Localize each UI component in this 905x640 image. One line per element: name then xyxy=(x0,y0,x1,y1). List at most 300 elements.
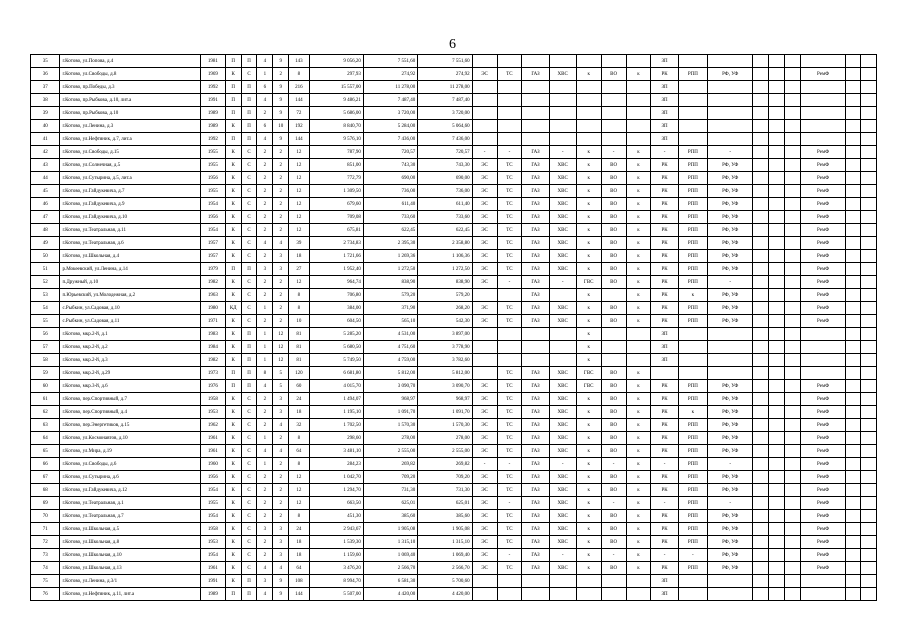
table-cell: ТС xyxy=(497,211,522,224)
table-cell: 11 278,00 xyxy=(418,81,472,94)
table-cell: К xyxy=(225,419,241,432)
table-cell xyxy=(753,120,769,133)
table-cell: 1 315,10 xyxy=(418,536,472,549)
table-cell: ГАЗ xyxy=(522,562,549,575)
table-cell xyxy=(753,263,769,276)
table-cell xyxy=(769,380,785,393)
table-cell xyxy=(860,562,876,575)
table-cell: ЭС xyxy=(472,315,497,328)
row-number-cell: 42 xyxy=(31,146,60,159)
table-cell xyxy=(626,81,651,94)
table-cell xyxy=(846,354,861,367)
table-cell: 1 905,08 xyxy=(418,523,472,536)
table-cell xyxy=(769,510,785,523)
table-cell: ЗП xyxy=(651,341,678,354)
table-cell: 622,45 xyxy=(418,224,472,237)
table-cell: К xyxy=(225,484,241,497)
address-cell: г.Котово, ул.Школьная, д.8 xyxy=(60,536,200,549)
table-cell: к xyxy=(576,211,601,224)
table-cell: ХВС xyxy=(549,159,576,172)
table-cell xyxy=(800,588,845,601)
table-cell: ГАЗ xyxy=(522,380,549,393)
table-cell: - xyxy=(708,497,753,510)
table-cell: 2 xyxy=(257,406,273,419)
table-cell xyxy=(846,458,861,471)
table-cell: РК xyxy=(651,185,678,198)
table-cell: РФ, УФ xyxy=(708,432,753,445)
table-cell xyxy=(860,367,876,380)
table-cell: 1989 xyxy=(200,120,225,133)
table-cell: к xyxy=(626,510,651,523)
table-row xyxy=(31,263,877,276)
table-cell: к xyxy=(576,172,601,185)
page-number: 6 xyxy=(449,37,456,52)
table-cell xyxy=(497,575,522,588)
table-cell: 1961 xyxy=(200,562,225,575)
table-cell: 8 xyxy=(289,68,309,81)
table-cell: 12 xyxy=(289,471,309,484)
table-cell xyxy=(800,367,845,380)
table-cell: РПП xyxy=(678,211,707,224)
table-cell: 1 294,70 xyxy=(309,484,363,497)
table-cell: РФ, УФ xyxy=(708,406,753,419)
table-cell: - xyxy=(497,276,522,289)
table-cell xyxy=(769,328,785,341)
table-cell xyxy=(549,94,576,107)
table-cell xyxy=(601,341,626,354)
table-cell: ГАЗ xyxy=(522,367,549,380)
table-cell xyxy=(549,289,576,302)
table-cell xyxy=(769,68,785,81)
table-cell xyxy=(846,263,861,276)
table-cell: - xyxy=(708,276,753,289)
table-cell: - xyxy=(549,276,576,289)
table-cell xyxy=(753,575,769,588)
table-cell: РПП xyxy=(678,185,707,198)
table-cell: РФ, УФ xyxy=(708,484,753,497)
table-cell: ГВС xyxy=(576,367,601,380)
address-cell: г.Котово, ул.Попова, д.4 xyxy=(60,55,200,68)
table-cell xyxy=(522,341,549,354)
table-cell: 2 395,30 xyxy=(363,237,417,250)
table-cell: РК xyxy=(651,237,678,250)
table-cell: ЭС xyxy=(472,198,497,211)
table-cell: РемФ xyxy=(800,536,845,549)
table-cell: РемФ xyxy=(800,224,845,237)
table-cell: ЭС xyxy=(472,185,497,198)
table-cell: ТС xyxy=(497,172,522,185)
table-cell: С xyxy=(241,224,257,237)
table-cell xyxy=(785,250,801,263)
table-cell xyxy=(576,133,601,146)
table-cell: 1 702,50 xyxy=(309,419,363,432)
table-cell: ЭС xyxy=(472,68,497,81)
table-cell xyxy=(846,510,861,523)
row-number-cell: 56 xyxy=(31,328,60,341)
table-cell xyxy=(522,133,549,146)
table-cell: 278,00 xyxy=(363,432,417,445)
table-cell xyxy=(846,302,861,315)
table-cell: ТС xyxy=(497,510,522,523)
table-cell xyxy=(846,237,861,250)
table-cell: РемФ xyxy=(800,289,845,302)
table-cell: ТС xyxy=(497,523,522,536)
table-cell: 371,90 xyxy=(363,302,417,315)
row-number-cell: 61 xyxy=(31,393,60,406)
table-cell: РПП xyxy=(678,445,707,458)
table-cell: ЭС xyxy=(472,250,497,263)
table-cell: П xyxy=(241,380,257,393)
table-cell xyxy=(846,198,861,211)
table-cell xyxy=(497,94,522,107)
table-cell: 144 xyxy=(289,133,309,146)
table-cell: 2 xyxy=(273,172,289,185)
table-cell: ХВС xyxy=(549,536,576,549)
table-row xyxy=(31,94,877,107)
table-cell: 12 xyxy=(273,341,289,354)
table-cell xyxy=(769,354,785,367)
table-cell: 1 159,60 xyxy=(309,549,363,562)
table-cell: к xyxy=(626,263,651,276)
table-cell xyxy=(708,94,753,107)
table-cell: ТС xyxy=(497,393,522,406)
table-cell: 9 056,20 xyxy=(309,55,363,68)
table-cell: ТС xyxy=(497,536,522,549)
table-cell: 451,30 xyxy=(309,510,363,523)
table-cell xyxy=(753,94,769,107)
table-cell: ТС xyxy=(497,185,522,198)
table-cell xyxy=(860,55,876,68)
table-cell xyxy=(769,393,785,406)
table-cell: 384,00 xyxy=(309,302,363,315)
address-cell: п.Юрьевский, ул.Молодежная, д.2 xyxy=(60,289,200,302)
row-number-cell: 71 xyxy=(31,523,60,536)
table-cell: К xyxy=(225,237,241,250)
table-row xyxy=(31,211,877,224)
table-cell: 6 681,80 xyxy=(309,367,363,380)
table-cell: ГАЗ xyxy=(522,484,549,497)
table-cell xyxy=(785,55,801,68)
table-cell: ЭС xyxy=(472,224,497,237)
table-cell: 2 xyxy=(257,497,273,510)
table-cell xyxy=(549,81,576,94)
table-cell xyxy=(769,458,785,471)
table-cell: ЗП xyxy=(651,133,678,146)
table-cell: к xyxy=(576,146,601,159)
table-cell xyxy=(785,276,801,289)
table-cell: ГАЗ xyxy=(522,289,549,302)
table-cell: 3 xyxy=(273,536,289,549)
table-cell: 733,60 xyxy=(418,211,472,224)
table-cell xyxy=(785,315,801,328)
table-cell: 3 xyxy=(273,406,289,419)
table-cell: 968,97 xyxy=(418,393,472,406)
table-cell: 12 xyxy=(289,484,309,497)
row-number-cell: 73 xyxy=(31,549,60,562)
table-cell: РК xyxy=(651,211,678,224)
table-cell xyxy=(753,562,769,575)
address-cell: г.Котово, мкр.2-й, д.1 xyxy=(60,328,200,341)
table-cell: ЗП xyxy=(651,107,678,120)
table-cell xyxy=(753,250,769,263)
table-cell: к xyxy=(576,159,601,172)
table-cell: РК xyxy=(651,406,678,419)
address-cell: г.Котово, ул.Сутырина, д.6 xyxy=(60,471,200,484)
table-cell xyxy=(846,94,861,107)
table-cell: 1961 xyxy=(200,445,225,458)
table-cell: к xyxy=(576,458,601,471)
table-cell: РПП xyxy=(678,458,707,471)
row-number-cell: 40 xyxy=(31,120,60,133)
table-cell: 143 xyxy=(289,55,309,68)
table-cell: ВО xyxy=(601,445,626,458)
table-cell xyxy=(860,263,876,276)
table-cell: РемФ xyxy=(800,250,845,263)
address-cell: г.Котово, пр.Рыбкова, д.10 xyxy=(60,107,200,120)
table-cell: 4 xyxy=(257,445,273,458)
table-cell: ТС xyxy=(497,224,522,237)
table-cell: 27 xyxy=(289,263,309,276)
table-cell: ЭС xyxy=(472,523,497,536)
table-cell: РФ, УФ xyxy=(708,172,753,185)
table-cell xyxy=(497,354,522,367)
table-cell: РемФ xyxy=(800,406,845,419)
table-cell: ХВС xyxy=(549,510,576,523)
table-cell xyxy=(678,341,707,354)
table-cell: ВО xyxy=(601,302,626,315)
table-cell: 3 481,10 xyxy=(309,445,363,458)
table-cell: 4 xyxy=(273,562,289,575)
table-cell: РК xyxy=(651,562,678,575)
table-cell: 18 xyxy=(289,536,309,549)
table-cell: ГАЗ xyxy=(522,276,549,289)
table-cell xyxy=(785,380,801,393)
table-cell: РФ, УФ xyxy=(708,419,753,432)
table-cell: к xyxy=(576,289,601,302)
table-row xyxy=(31,68,877,81)
table-row xyxy=(31,224,877,237)
table-cell xyxy=(472,354,497,367)
table-cell: 1958 xyxy=(200,393,225,406)
table-cell: 5 680,50 xyxy=(309,341,363,354)
table-cell xyxy=(472,107,497,120)
table-cell: РФ, УФ xyxy=(708,289,753,302)
table-cell: 706,80 xyxy=(309,289,363,302)
address-cell: г.Котово, ул.Солнечная, д.5 xyxy=(60,159,200,172)
table-cell: 3 720,00 xyxy=(363,107,417,120)
table-cell xyxy=(601,133,626,146)
table-cell: П xyxy=(241,588,257,601)
table-row xyxy=(31,471,877,484)
table-cell: ХВС xyxy=(549,471,576,484)
table-cell: РПП xyxy=(678,432,707,445)
table-cell: ВО xyxy=(601,68,626,81)
table-cell xyxy=(769,575,785,588)
table-cell: П xyxy=(225,107,241,120)
table-cell: ХВС xyxy=(549,302,576,315)
table-cell: 269,82 xyxy=(418,458,472,471)
table-cell: П xyxy=(225,81,241,94)
row-number-cell: 44 xyxy=(31,172,60,185)
table-cell: ТС xyxy=(497,406,522,419)
table-cell: 2 xyxy=(273,289,289,302)
table-cell: - xyxy=(651,497,678,510)
table-cell: 1955 xyxy=(200,185,225,198)
table-cell: К xyxy=(225,198,241,211)
table-cell: ЭС xyxy=(472,471,497,484)
table-cell xyxy=(846,81,861,94)
table-cell: К xyxy=(225,341,241,354)
table-cell: ГАЗ xyxy=(522,224,549,237)
table-cell: 7 487,40 xyxy=(418,94,472,107)
table-cell xyxy=(846,185,861,198)
table-cell: 709,08 xyxy=(309,211,363,224)
table-cell: 1982 xyxy=(200,354,225,367)
table-cell: РФ, УФ xyxy=(708,445,753,458)
table-cell: 3 778,90 xyxy=(418,341,472,354)
table-cell: К xyxy=(225,224,241,237)
table-cell: 622,45 xyxy=(363,224,417,237)
table-row xyxy=(31,81,877,94)
table-cell: к xyxy=(626,289,651,302)
table-cell xyxy=(785,549,801,562)
table-cell xyxy=(753,276,769,289)
table-cell xyxy=(860,471,876,484)
table-cell xyxy=(860,237,876,250)
table-cell: к xyxy=(626,471,651,484)
table-cell: к xyxy=(626,198,651,211)
table-cell: ХВС xyxy=(549,393,576,406)
row-number-cell: 39 xyxy=(31,107,60,120)
table-cell: 4 xyxy=(257,55,273,68)
table-cell: П xyxy=(225,367,241,380)
table-cell: ВО xyxy=(601,484,626,497)
table-cell: 1 106,36 xyxy=(418,250,472,263)
table-cell: 192 xyxy=(289,120,309,133)
table-cell: ГАЗ xyxy=(522,497,549,510)
table-row xyxy=(31,497,877,510)
address-cell: г.Котово, мкр.3-й, д.6 xyxy=(60,380,200,393)
table-cell xyxy=(846,120,861,133)
table-cell: ВО xyxy=(601,250,626,263)
table-cell xyxy=(497,107,522,120)
table-cell: 2 xyxy=(257,211,273,224)
address-cell: г.Котово, ул.Школьная, д.13 xyxy=(60,562,200,575)
table-cell xyxy=(785,120,801,133)
table-cell: 298,60 xyxy=(309,432,363,445)
table-cell: к xyxy=(626,172,651,185)
table-cell: к xyxy=(626,185,651,198)
table-cell: к xyxy=(576,523,601,536)
table-cell: 5 507,00 xyxy=(309,588,363,601)
table-cell: 1957 xyxy=(200,250,225,263)
table-cell: 9 xyxy=(273,55,289,68)
table-cell xyxy=(708,588,753,601)
table-cell: к xyxy=(576,263,601,276)
table-cell: 8 xyxy=(289,302,309,315)
table-cell: К xyxy=(225,393,241,406)
address-cell: г.Котово, пр.Рыбкова, д.10, лит.а xyxy=(60,94,200,107)
table-cell xyxy=(785,211,801,224)
housing-registry-table xyxy=(30,54,877,601)
table-cell: РФ, УФ xyxy=(708,185,753,198)
table-cell xyxy=(769,133,785,146)
table-cell xyxy=(785,237,801,250)
table-cell: 1982 xyxy=(200,276,225,289)
table-cell: 7 436,00 xyxy=(363,133,417,146)
table-cell: 4 420,00 xyxy=(418,588,472,601)
table-cell: 72 xyxy=(289,107,309,120)
table-cell: 1 721,66 xyxy=(309,250,363,263)
table-cell: 24 xyxy=(289,523,309,536)
table-row xyxy=(31,432,877,445)
table-cell: 216 xyxy=(289,81,309,94)
table-cell: 736,00 xyxy=(418,185,472,198)
table-cell: 12 xyxy=(289,185,309,198)
table-row xyxy=(31,133,877,146)
table-cell: к xyxy=(626,562,651,575)
table-cell: 8 xyxy=(289,510,309,523)
table-cell: 18 xyxy=(289,406,309,419)
table-cell: ТС xyxy=(497,445,522,458)
table-cell: РПП xyxy=(678,471,707,484)
table-cell: 2 xyxy=(257,198,273,211)
table-cell xyxy=(860,549,876,562)
table-cell: ВО xyxy=(601,172,626,185)
table-cell: 1953 xyxy=(200,536,225,549)
table-cell: 15 557,00 xyxy=(309,81,363,94)
table-cell xyxy=(846,133,861,146)
table-cell xyxy=(785,575,801,588)
table-cell: 2 xyxy=(257,185,273,198)
table-cell xyxy=(472,81,497,94)
table-cell xyxy=(800,81,845,94)
table-cell: к xyxy=(576,302,601,315)
table-cell xyxy=(846,575,861,588)
address-cell: г.Котово, ул.Театральная, д.11 xyxy=(60,224,200,237)
table-cell: к xyxy=(626,224,651,237)
table-row xyxy=(31,328,877,341)
table-cell: ТС xyxy=(497,367,522,380)
table-cell: ЗП xyxy=(651,328,678,341)
table-cell: РК xyxy=(651,68,678,81)
table-cell xyxy=(846,549,861,562)
table-cell xyxy=(769,237,785,250)
table-cell xyxy=(846,341,861,354)
table-cell: 611,40 xyxy=(363,198,417,211)
table-cell: ГАЗ xyxy=(522,393,549,406)
table-cell: РФ, УФ xyxy=(708,471,753,484)
table-cell xyxy=(846,276,861,289)
table-cell: РК xyxy=(651,393,678,406)
table-cell xyxy=(678,133,707,146)
table-cell: 1956 xyxy=(200,172,225,185)
table-cell: к xyxy=(626,406,651,419)
table-cell: К xyxy=(225,575,241,588)
table-cell: к xyxy=(626,445,651,458)
address-cell: г.Котово, пер.Спортивный, д.4 xyxy=(60,406,200,419)
table-cell xyxy=(846,68,861,81)
table-cell: 2 555,00 xyxy=(363,445,417,458)
table-cell xyxy=(549,55,576,68)
table-cell: РПП xyxy=(678,393,707,406)
table-cell xyxy=(800,341,845,354)
table-cell xyxy=(651,367,678,380)
table-cell: 297,93 xyxy=(309,68,363,81)
address-cell: г.Котово, ул.Театральная, д.6 xyxy=(60,237,200,250)
table-cell: к xyxy=(626,276,651,289)
table-cell: РК xyxy=(651,536,678,549)
